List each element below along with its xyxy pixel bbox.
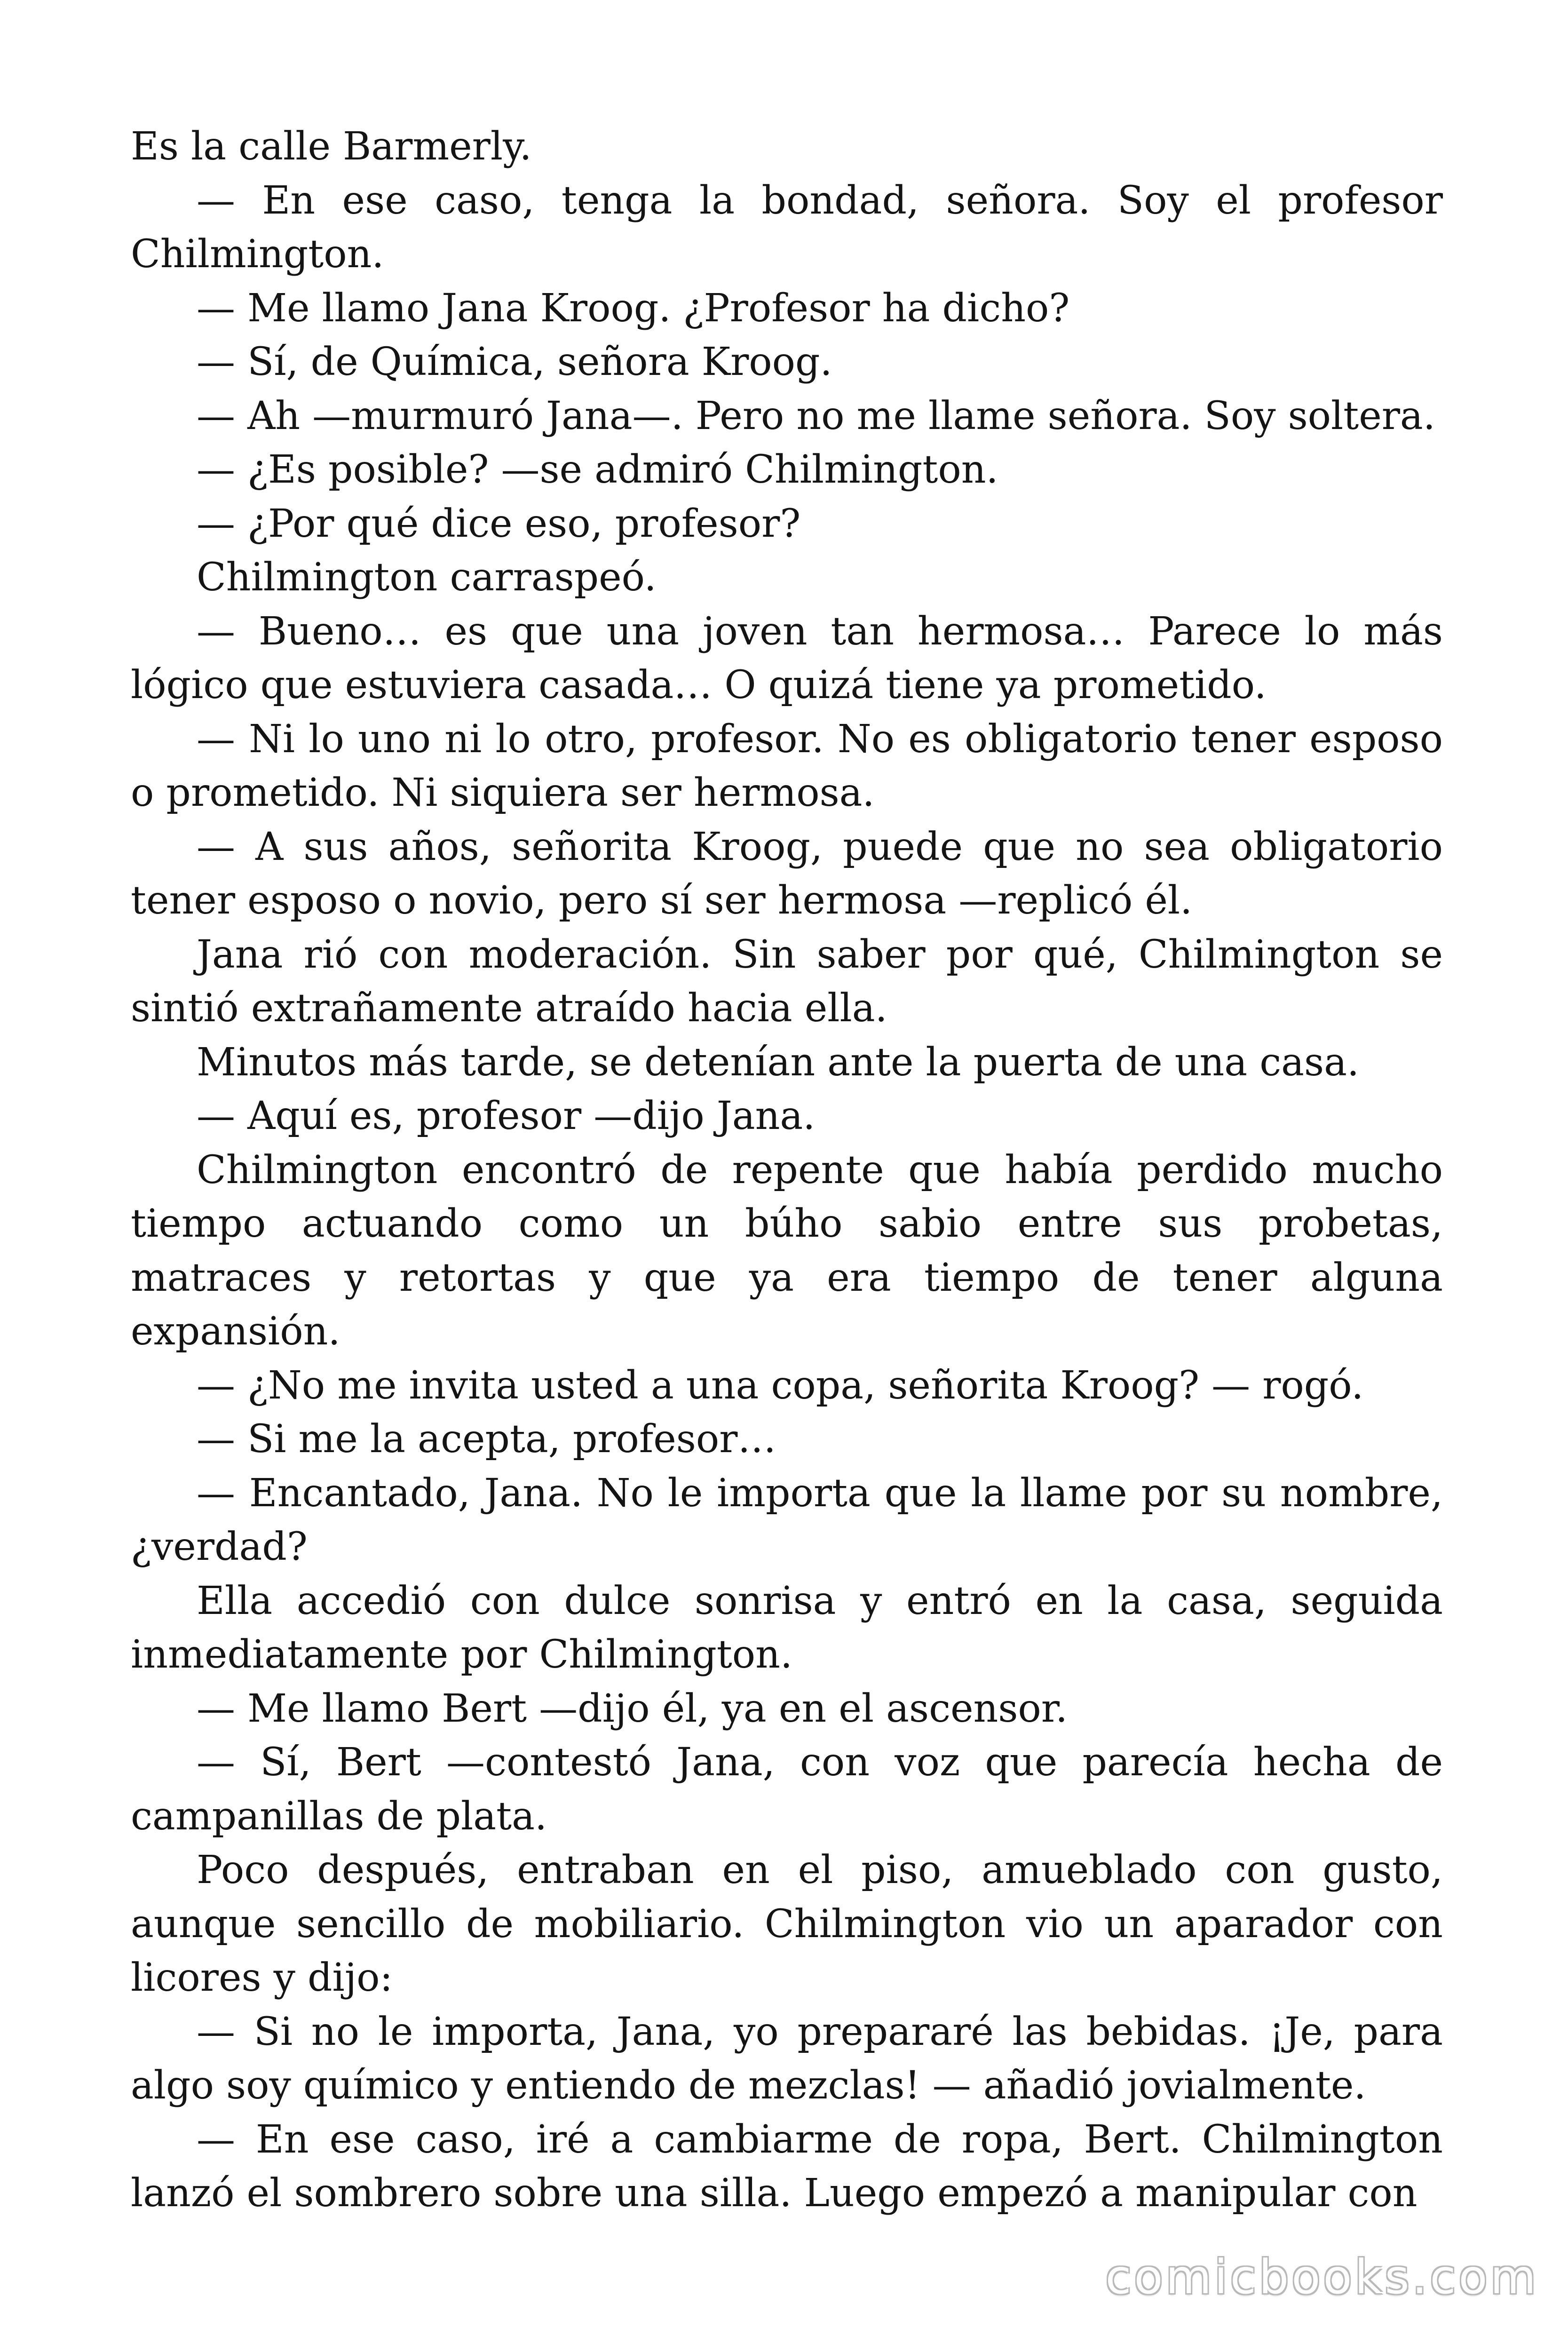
- paragraph-21: — Sí, Bert —contestó Jana, con voz que parecía hecha de campanillas de plata.: [131, 1740, 1443, 1839]
- paragraph-9: — Bueno… es que una joven tan hermosa… Parece lo más lógico que estuviera casada… O quizá tiene ya prometido.: [131, 609, 1443, 707]
- page-text: [131, 120, 1443, 2221]
- paragraph-5: — Ah —murmuró Jana—. Pero no me llame señora. Soy soltera.: [197, 393, 1435, 438]
- paragraph-13: Minutos más tarde, se detenían ante la puerta de una casa.: [197, 1040, 1360, 1085]
- paragraph-14: — Aquí es, profesor —dijo Jana.: [197, 1094, 816, 1138]
- paragraph-22: Poco después, entraban en el piso, amueblado con gusto, aunque sencillo de mobiliario. Chilmington vio un aparador con licores y dijo:: [131, 1848, 1443, 2000]
- paragraph-18: — Encantado, Jana. No le importa que la llame por su nombre, ¿verdad?: [131, 1470, 1443, 1569]
- paragraph-16: — ¿No me invita usted a una copa, señorita Kroog? — rogó.: [197, 1363, 1364, 1408]
- paragraph-6: — ¿Es posible? —se admiró Chilmington.: [197, 447, 998, 492]
- paragraph-8: Chilmington carraspeó.: [197, 555, 657, 600]
- paragraph-20: — Me llamo Bert —dijo él, ya en el ascensor.: [197, 1686, 1068, 1731]
- paragraph-11: — A sus años, señorita Kroog, puede que no sea obligatorio tener esposo o novio, pero sí ser hermosa —replicó él.: [131, 824, 1443, 923]
- paragraph-10: — Ni lo uno ni lo otro, profesor. No es obligatorio tener esposo o prometido. Ni siquiera ser hermosa.: [131, 716, 1443, 815]
- paragraph-19: Ella accedió con dulce sonrisa y entró en la casa, seguida inmediatamente por Chilmington.: [131, 1578, 1443, 1677]
- paragraph-1: Es la calle Barmerly.: [131, 124, 532, 169]
- paragraph-15: Chilmington encontró de repente que había perdido mucho tiempo actuando como un búho sabio entre sus probetas, matraces y retortas y que ya era tiempo de tener alguna expansión.: [131, 1147, 1443, 1354]
- watermark-logo: comicbooks.com: [1105, 2249, 1539, 2304]
- paragraph-12: Jana rió con moderación. Sin saber por qué, Chilmington se sintió extrañamente atraído hacia ella.: [131, 932, 1443, 1031]
- paragraph-2: — En ese caso, tenga la bondad, señora. Soy el profesor Chilmington.: [131, 178, 1443, 277]
- paragraph-3: — Me llamo Jana Kroog. ¿Profesor ha dicho?: [197, 286, 1070, 331]
- paragraph-7: — ¿Por qué dice eso, profesor?: [197, 501, 801, 546]
- paragraph-23: — Si no le importa, Jana, yo prepararé las bebidas. ¡Je, para algo soy químico y entiendo de mezclas! — añadió jovialmente.: [131, 2009, 1443, 2108]
- paragraph-24: — En ese caso, iré a cambiarme de ropa, Bert. Chilmington lanzó el sombrero sobre una silla. Luego empezó a manipular con: [131, 2117, 1443, 2216]
- paragraph-17: — Si me la acepta, profesor…: [197, 1417, 776, 1462]
- paragraph-4: — Sí, de Química, señora Kroog.: [197, 340, 832, 384]
